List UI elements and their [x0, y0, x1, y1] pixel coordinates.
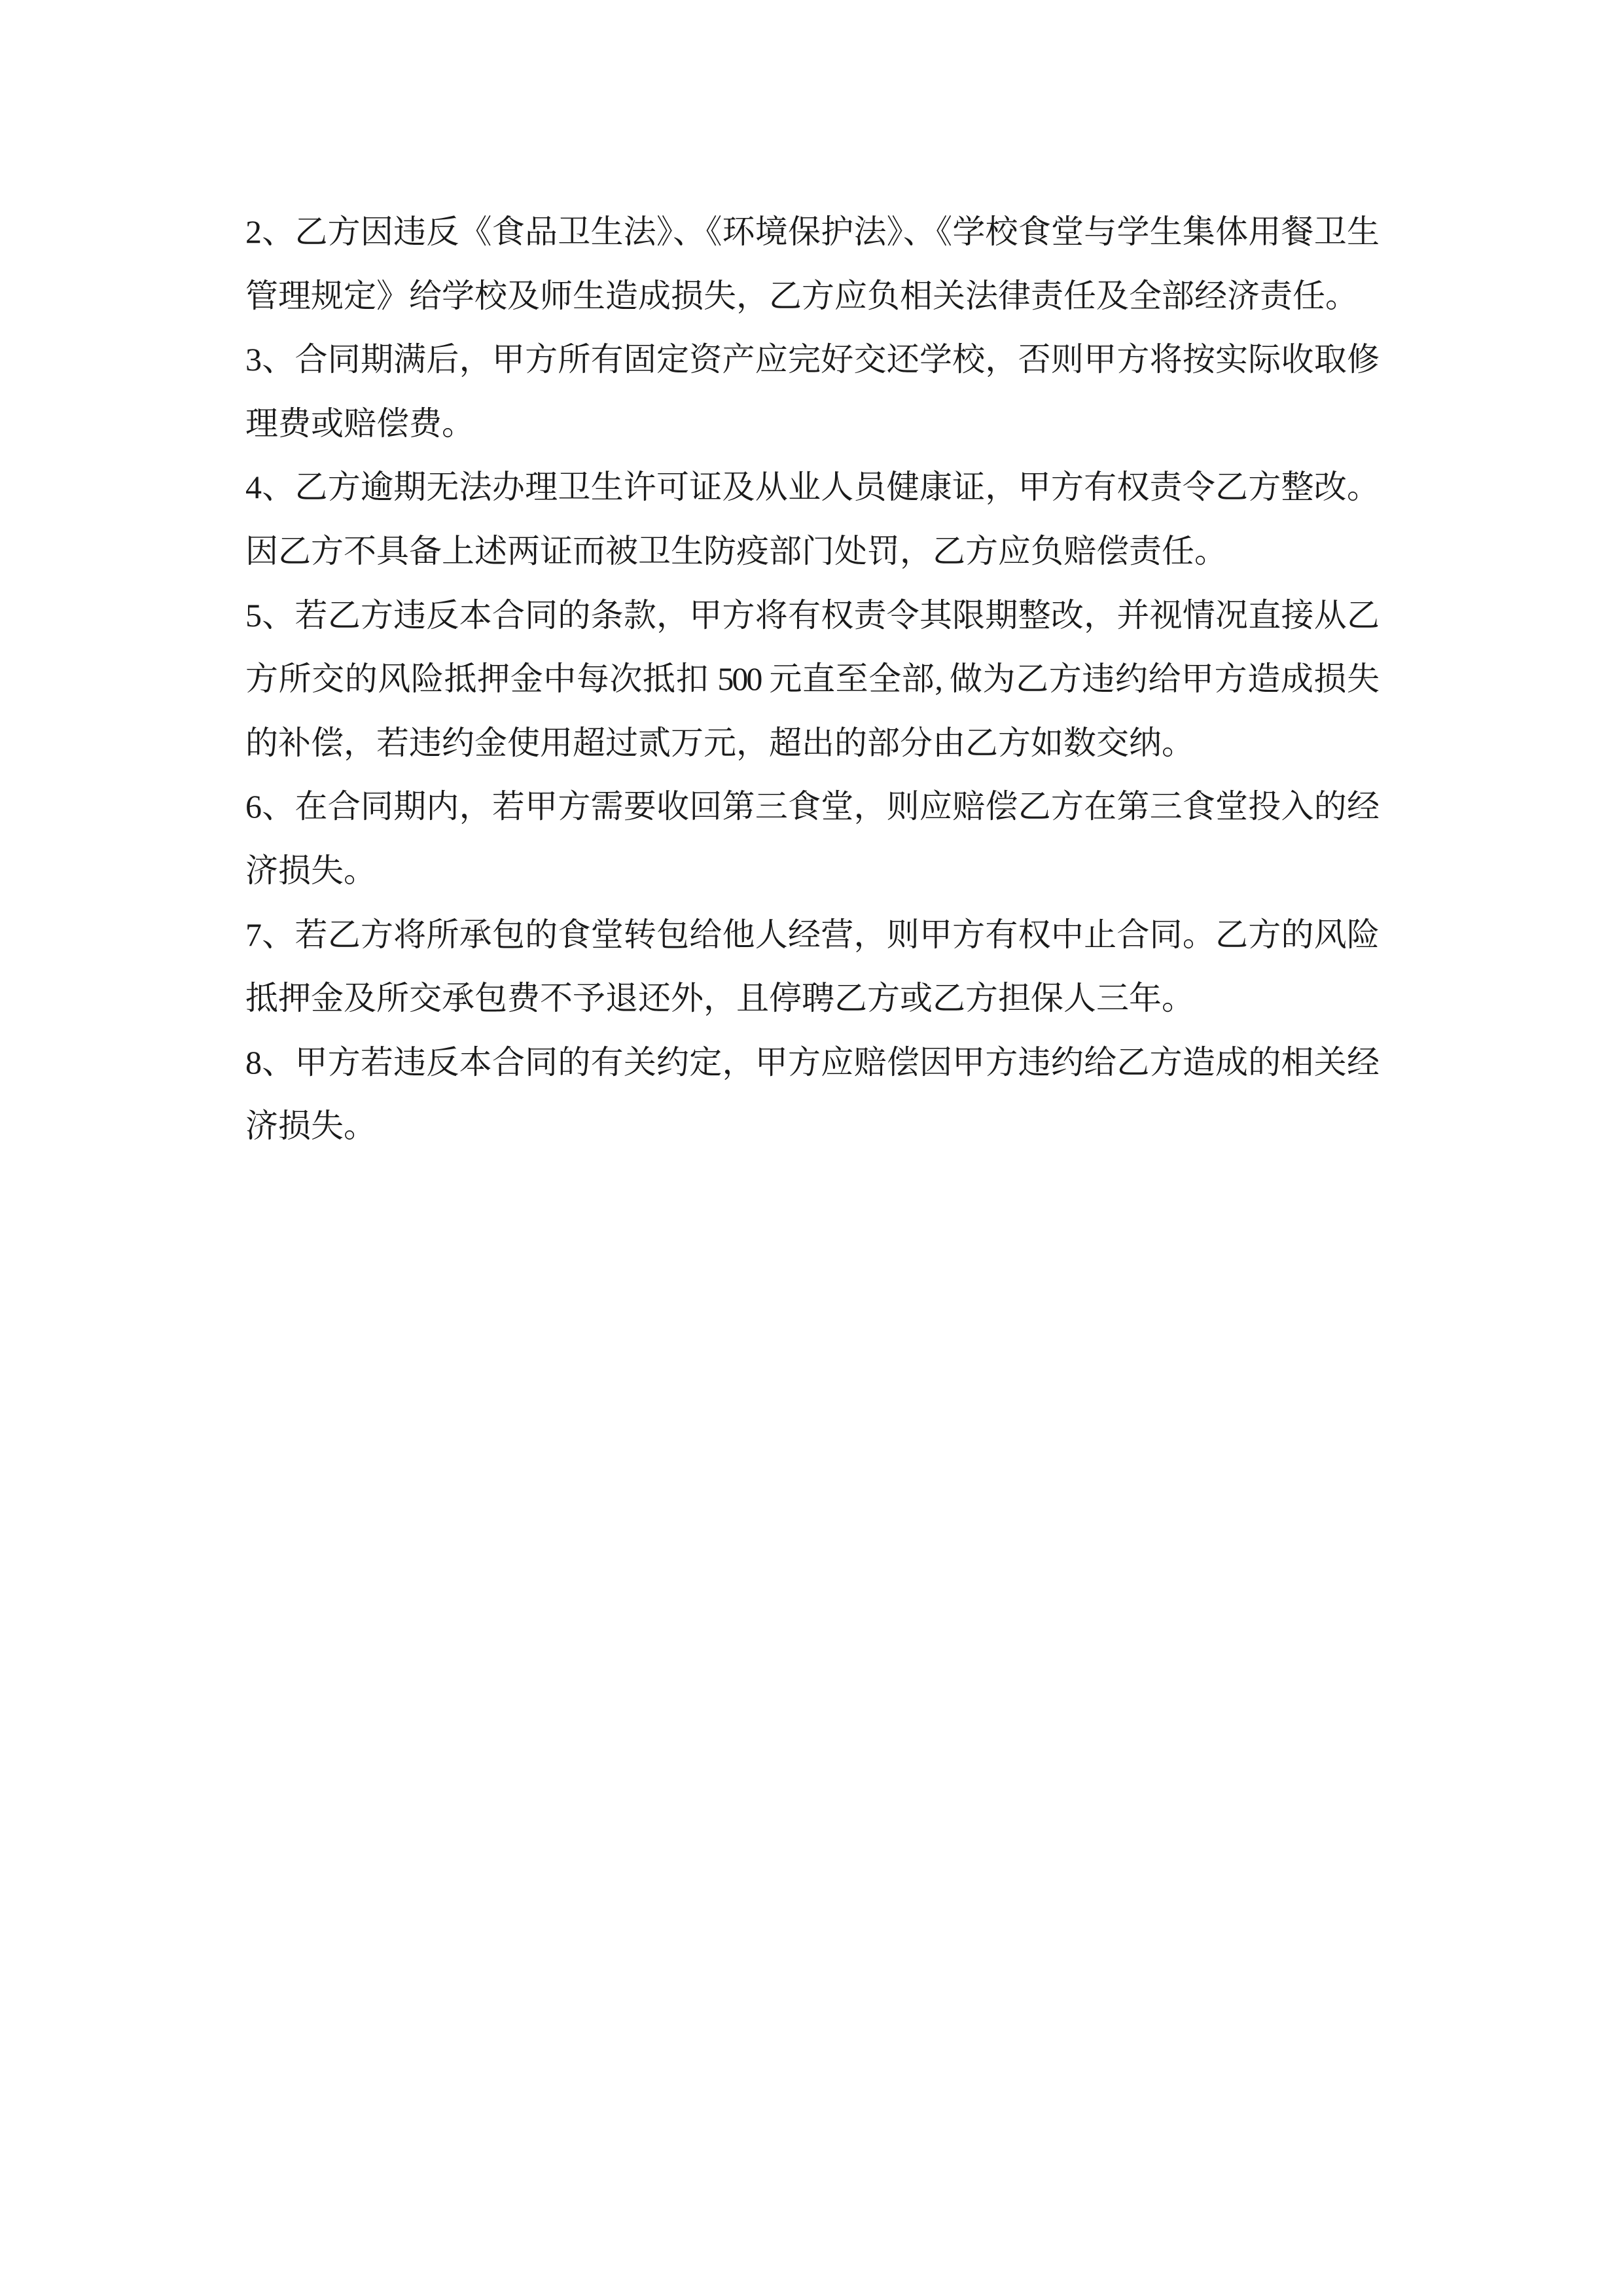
clause-8-line-1: 8、甲方若违反本合同的有关约定，甲方应赔偿因甲方违约给乙方造成的相关经 — [245, 1043, 1378, 1081]
clause-4 — [245, 456, 1378, 583]
clause-8-line-2: 济损失。 — [245, 1107, 376, 1145]
clause-7-line-2: 抵押金及所交承包费不予退还外，且停聘乙方或乙方担保人三年。 — [245, 980, 1194, 1017]
clause-8 — [245, 1031, 1378, 1158]
clause-4-line-1: 4、乙方逾期无法办理卫生许可证及从业人员健康证，甲方有权责令乙方整改。 — [245, 469, 1378, 506]
clause-5 — [245, 584, 1378, 776]
clause-7 — [245, 903, 1378, 1031]
clause-5-line-1: 5、若乙方违反本合同的条款，甲方将有权责令其限期整改，并视情况直接从乙 — [245, 596, 1378, 634]
clause-3 — [245, 328, 1378, 456]
clause-7-line-1: 7、若乙方将所承包的食堂转包给他人经营，则甲方有权中止合同。乙方的风险 — [245, 916, 1378, 953]
clause-3-line-1: 3、合同期满后，甲方所有固定资产应完好交还学校，否则甲方将按实际收取修 — [245, 341, 1378, 378]
clause-4-line-2: 因乙方不具备上述两证而被卫生防疫部门处罚，乙方应负赔偿责任。 — [245, 532, 1227, 569]
clause-6 — [245, 775, 1378, 903]
clause-3-line-2: 理费或赔偿费。 — [245, 404, 474, 442]
clause-2 — [245, 200, 1378, 328]
clause-6-line-1: 6、在合同期内，若甲方需要收回第三食堂，则应赔偿乙方在第三食堂投入的经 — [245, 788, 1378, 825]
clause-5-line-2: 方所交的风险抵押金中每次抵扣 500 元直至全部, 做为乙方违约给甲方造成损失 — [245, 660, 1378, 698]
clause-5-line-3: 的补偿，若违约金使用超过贰万元，超出的部分由乙方如数交纳。 — [245, 724, 1194, 761]
clause-2-line-1: 2、乙方因违反《食品卫生法》、《环境保护法》、《学校食堂与学生集体用餐卫生 — [245, 213, 1378, 250]
contract-clauses — [245, 200, 1378, 1158]
clause-6-line-2: 济损失。 — [245, 852, 376, 889]
clause-2-line-2: 管理规定》给学校及师生造成损失，乙方应负相关法律责任及全部经济责任。 — [245, 277, 1358, 314]
